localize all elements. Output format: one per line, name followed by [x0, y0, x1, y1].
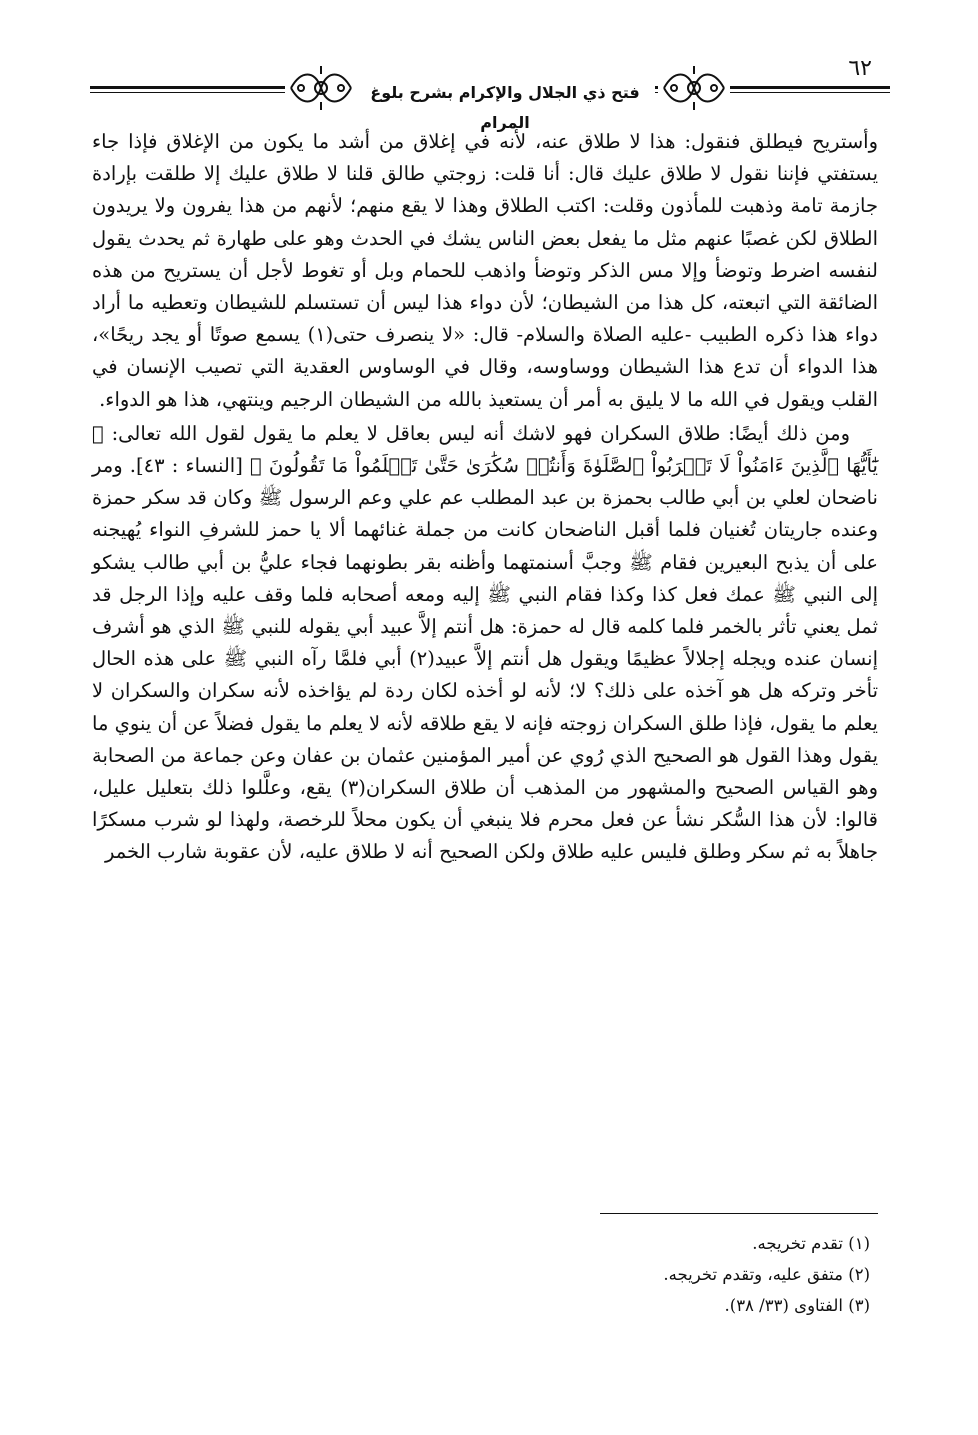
- main-text: [92, 126, 878, 869]
- ornament-left-icon: [285, 62, 357, 114]
- ornament-right-icon: [658, 62, 730, 114]
- footnote-separator: [600, 1213, 878, 1214]
- book-title: فتح ذي الجلال والإكرام بشرح بلوغ المرام: [355, 78, 655, 108]
- footnote-2: (٢) متفق عليه، وتقدم تخريجه.: [663, 1265, 870, 1284]
- footnote-3: (٣) الفتاوى (٣٣/ ٣٨).: [724, 1296, 870, 1315]
- footnotes: [92, 1228, 870, 1321]
- page-number: ٦٢: [848, 56, 872, 81]
- paragraph-2: ومن ذلك أيضًا: طلاق السكران فهو لاشك أنه ليس بعاقل لا يعلم ما يقول لقول الله تعالى: ﴿ يَٰٓأَيُّهَا ٱلَّذِينَ ءَامَنُواْ لَا تَقۡرَبُواْ ٱلصَّلَوٰةَ وَأَنتُمۡ سُكَٰرَىٰ حَتَّىٰ تَعۡلَمُواْ مَا تَقُولُونَ ﴾ [النساء : ٤٣]. ومر ناضحان لعلي بن أبي طالب بحمزة بن عبد المطلب عم علي وعم الرسول ﷺ وكان قد سكر حمزة وعنده جاريتان تُغنيان فلما أقبل الناضحان كانت من جملة غنائهما ألا يا حمز للشرفِ النواء يُهيجنه على أن يذبح البعيرين فقام ﷺ وجبَّ أسنمتهما وأظنه بقر بطونهما فجاء عليُّ بن أبي طالب يشكو إلى النبي ﷺ عمك فعل كذا وكذا فقام النبي ﷺ إليه ومعه أصحابه فلما وقف عليه وإذا الرجل قد ثمل يعني تأثر بالخمر فلما كلمه قال له حمزة: هل أنتم إلاَّ عبيد أبي يقوله للنبي ﷺ الذي هو أشرف إنسان عنده ويجله إجلالاً عظيمًا ويقول هل أنتم إلاَّ عبيد(٢) أبي فلمَّا رآه النبي ﷺ على هذه الحال تأخر وتركه هل هو آخذه على ذلك؟ لا؛ لأنه لو أخذه لكان ردة لم يؤاخذه لأنه سكران والسكران لا يعلم ما يقول، فإذا طلق السكران زوجته فإنه لا يقع طلاقه لأنه لا يعلم ما يقول فضلاً عن أن ينوي ما يقول وهذا القول هو الصحيح الذي رُوي عن أمير المؤمنين عثمان بن عفان وعن جماعة من الصحابة وهو القياس الصحيح والمشهور من المذهب أن طلاق السكران(٣) يقع، وعلَّلوا ذلك بتعليل عليل، قالوا: لأن هذا السُّكر نشأ عن فعل محرم فلا ينبغي أن يكون محلاً للرخصة، ولهذا لو شرب مسكرًا جاهلاً به ثم سكر وطلق فليس عليه طلاق ولكن الصحيح أنه لا طلاق عليه، لأن عقوبة شارب الخمر: [92, 421, 878, 864]
- paragraph-1: وأستريح فيطلق فنقول: هذا لا طلاق عنه، لأنه في إغلاق من أشد ما يكون من الإغلاق فإذا جاء يستفتي فإننا نقول لا طلاق عليك قال: أنا قلت: زوجتي طالق قلنا لا طلاق عليك إلا طلقت بإرادة جازمة تامة وذهبت للمأذون وقلت: اكتب الطلاق وهذا لا يقع منهم؛ لأنهم من هذا يفرون ولا يريدون الطلاق لكن غصبًا عنهم مثل ما يفعل بعض الناس يشك في الحدث وهو على طهارة ثم يحدث يقول لنفسه اضرط وتوضأ وإلا مس الذكر وتوضأ واذهب للحمام وبل أو تغوط لأجل أن يستريح من هذه الضائقة التي اتبعته، كل هذا من الشيطان؛ لأن دواء هذا ليس أن تستسلم للشيطان وتعطيه ما أراد دواء هذا ذكره الطبيب -عليه الصلاة والسلام- قال: «لا ينصرف حتى(١) يسمع صوتًا أو يجد ريحًا»، هذا الدواء أن تدع هذا الشيطان ووساوسه، وقال في الوساوس العقدية التي تصيب الإنسان في القلب ويقول في الله ما لا يليق به أمر أن يستعيذ بالله من الشيطان الرجيم وينتهي، هذا هو الدواء.: [92, 130, 878, 411]
- running-header: [90, 56, 890, 132]
- footnote-1: (١) تقدم تخريجه.: [752, 1234, 870, 1253]
